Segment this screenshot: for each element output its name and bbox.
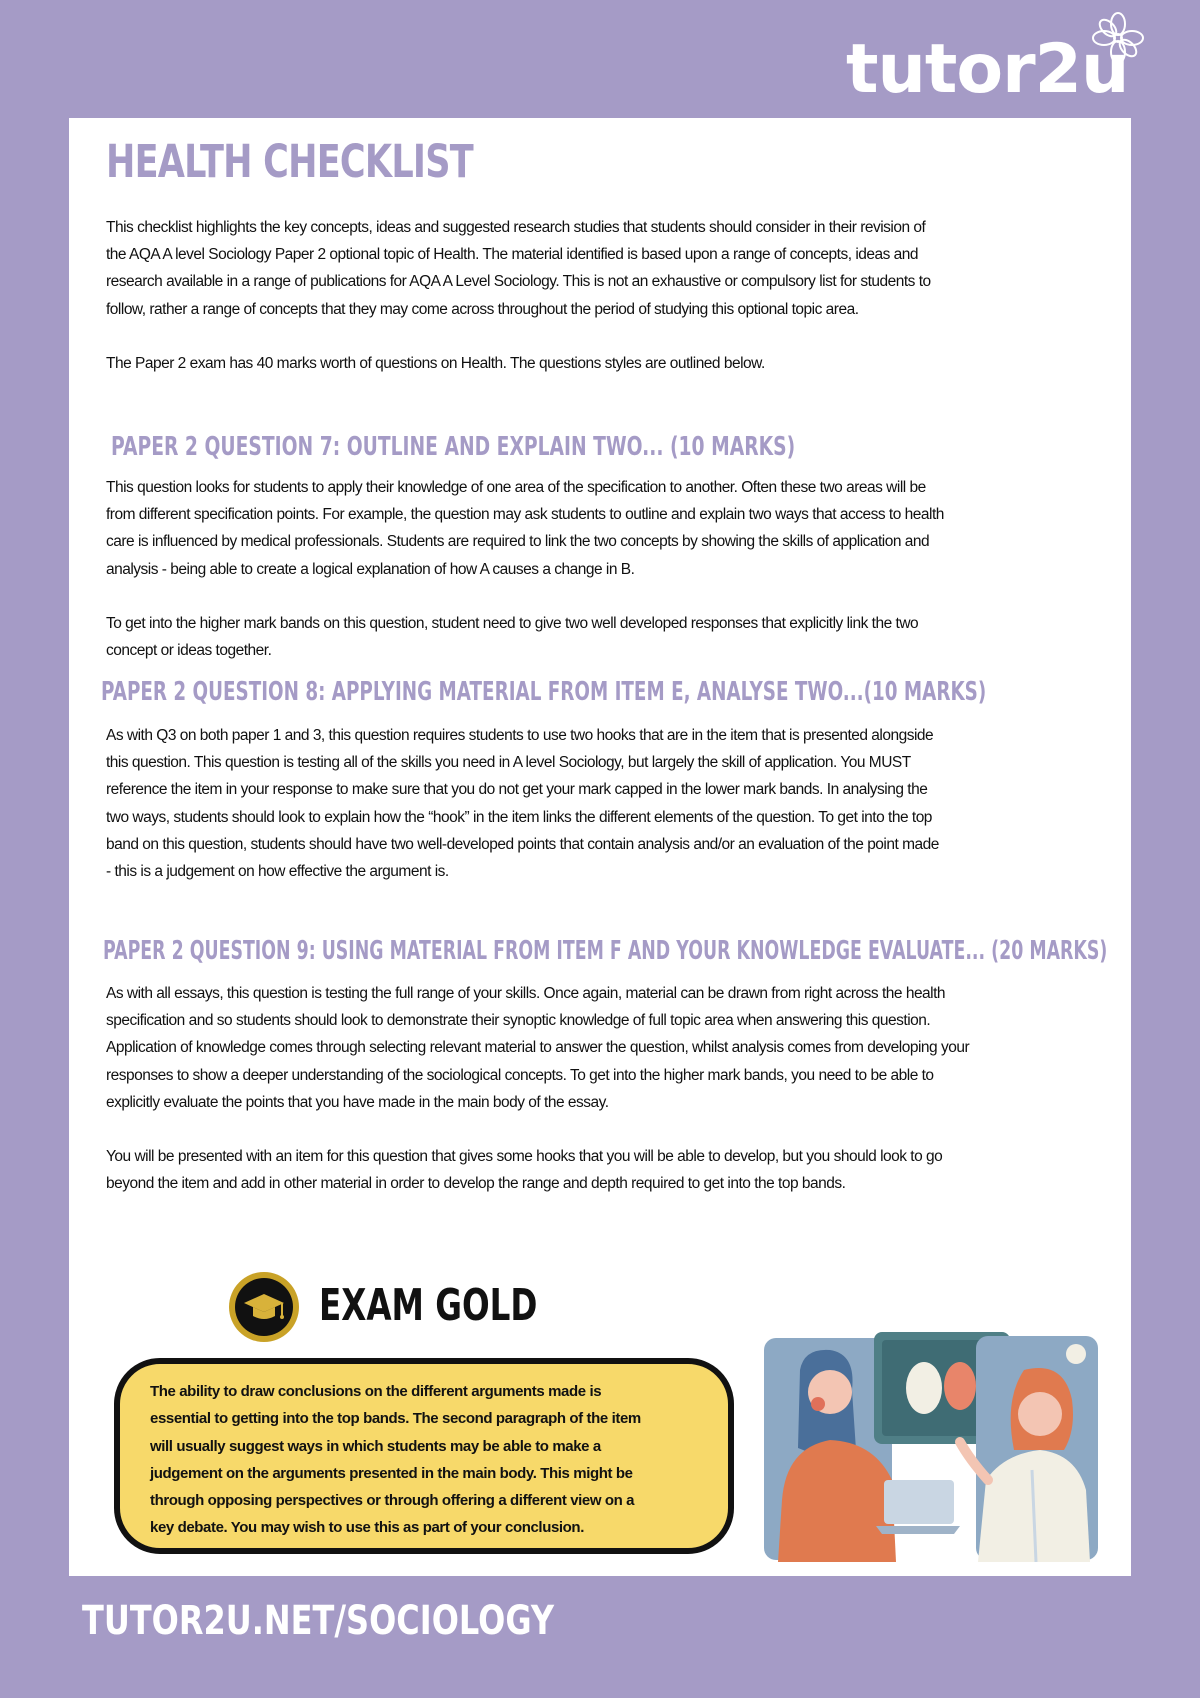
section-heading-q9: PAPER 2 QUESTION 9: USING MATERIAL FROM ITEM F AND YOUR KNOWLEDGE EVALUATE... (20 MARKS) xyxy=(103,936,1108,966)
page-title: HEALTH CHECKLIST xyxy=(106,135,473,188)
exam-gold-text: The ability to draw conclusions on the different arguments made is essential to getting into the top bands. The second paragraph of the item will usually suggest ways in which students may be able to make a judgement on the arguments presented in the main body. This might be through opposing perspectives or through offering a different view on a key debate. You may wish to use this as part of your conclusion. xyxy=(150,1383,641,1537)
brand-wordmark: tutor2u xyxy=(846,30,1129,109)
exam-gold-title: EXAM GOLD xyxy=(319,1280,538,1331)
exam-gold-box xyxy=(114,1358,734,1554)
exam-gold-header xyxy=(227,1270,538,1344)
section-q8-paragraph: As with Q3 on both paper 1 and 3, this question requires students to use two hooks that are in the item that is presented alongside this question. This question is testing all of the skills you need in A level Sociology, but largely the skill of application. You MUST reference the item in your response to make sure that you do not get your mark capped in the lower mark bands. In analysing the two ways, students should look to explain how the “hook” in the item links the different elements of the question. To get into the top band on this question, students should have two well-developed points that contain analysis and/or an evaluation of the point made - this is a judgement on how effective the argument is. xyxy=(106,727,939,881)
doctor-consultation-illustration xyxy=(764,1330,1104,1562)
section-q9-paragraph-1: As with all essays, this question is testing the full range of your skills. Once again, material can be drawn from right across the health specification and so students should look to demonstrate their synoptic knowledge of full topic area when answering this question. Application of knowledge comes through selecting relevant material to answer the question, whilst analysis comes from developing your responses to show a deeper understanding of the sociological concepts. To get into the higher mark bands, you need to be able to explicitly evaluate the points that you have made in the main body of the essay. xyxy=(106,985,970,1111)
intro-exam-summary: The Paper 2 exam has 40 marks worth of questions on Health. The questions styles are outlined below. xyxy=(106,355,765,372)
section-q7-paragraph-2: To get into the higher mark bands on this question, student need to give two well developed responses that explicitly link the two concept or ideas together. xyxy=(106,615,919,660)
graduation-cap-icon xyxy=(227,1270,301,1344)
intro-paragraph: This checklist highlights the key concepts, ideas and suggested research studies that students should consider in their revision of the AQA A level Sociology Paper 2 optional topic of Health. The material identified is based upon a range of concepts, ideas and research available in a range of publications for AQA A Level Sociology. This is not an exhaustive or compulsory list for students to follow, rather a range of concepts that they may come across throughout the period of studying this optional topic area. xyxy=(106,219,931,318)
section-q7-paragraph-1: This question looks for students to apply their knowledge of one area of the specification to another. Often these two areas will be from different specification points. For example, the question may ask students to outline and explain two ways that access to health care is influenced by medical professionals. Students are required to link the two concepts by showing the skills of application and analysis - being able to create a logical explanation of how A causes a change in B. xyxy=(106,479,944,578)
section-heading-q8: PAPER 2 QUESTION 8: APPLYING MATERIAL FROM ITEM E, ANALYSE TWO...(10 MARKS) xyxy=(101,677,987,707)
flower-icon xyxy=(1090,10,1146,66)
brand-logo xyxy=(846,30,1146,110)
footer-url[interactable]: TUTOR2U.NET/SOCIOLOGY xyxy=(82,1598,555,1644)
content-card xyxy=(69,118,1131,1576)
section-q9-paragraph-2: You will be presented with an item for this question that gives some hooks that you will be able to develop, but you should look to go beyond the item and add in other material in order to develop the range and depth required to get into the top bands. xyxy=(106,1148,943,1193)
section-heading-q7: PAPER 2 QUESTION 7: OUTLINE AND EXPLAIN TWO... (10 MARKS) xyxy=(111,432,796,462)
